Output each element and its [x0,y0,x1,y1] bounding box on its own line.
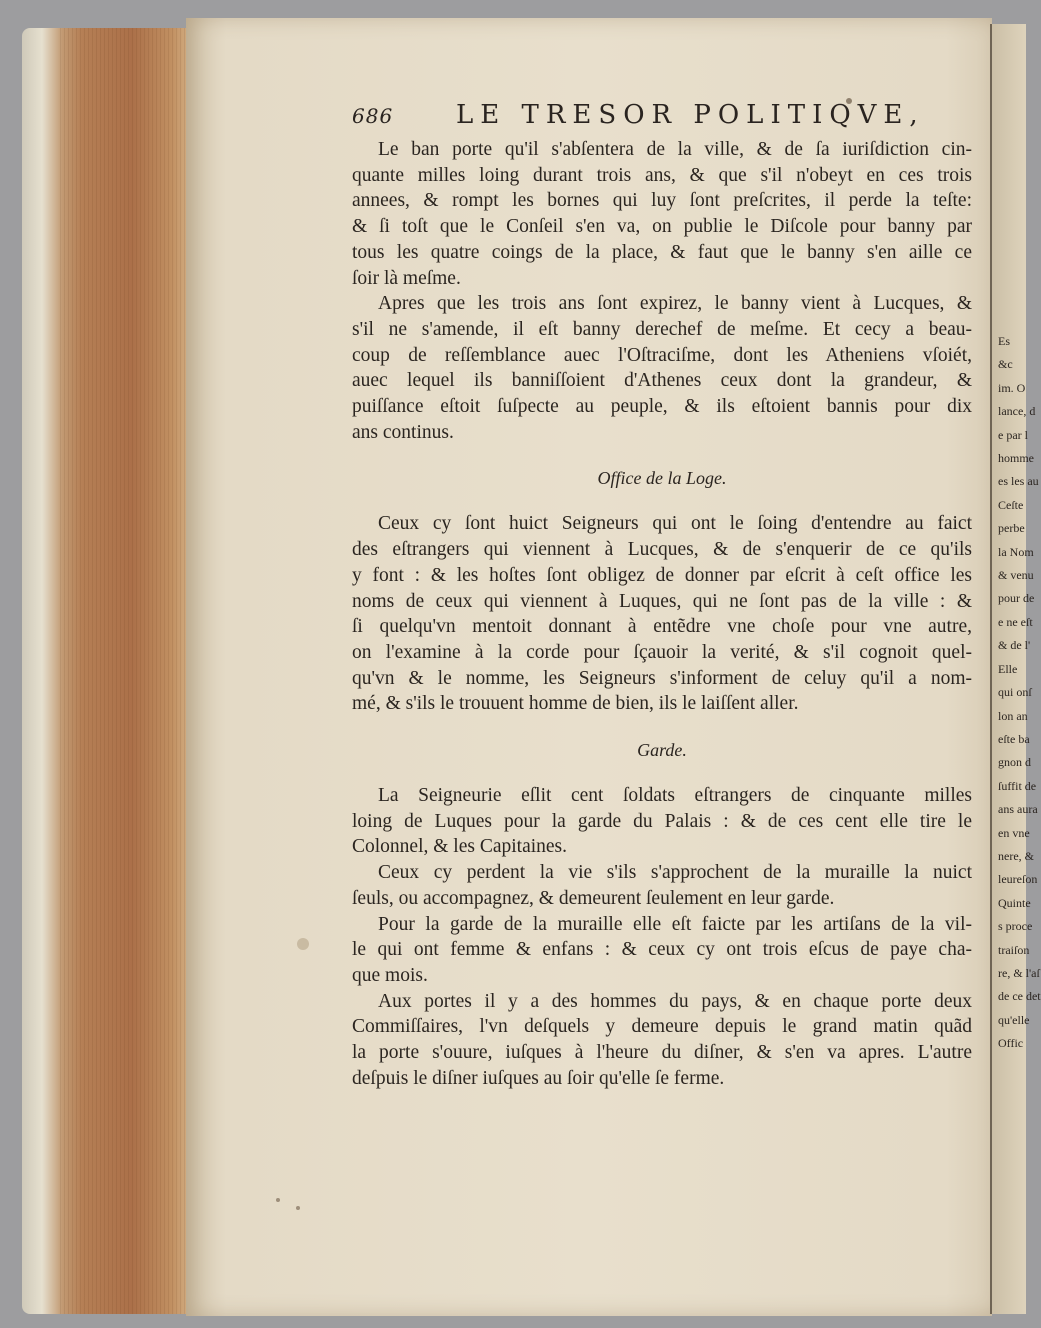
facing-page-fragments [998,330,1041,1056]
facing-page-fragment: lance, d [998,404,1036,419]
text-line: ſi quelqu'vn mentoit donnant à entẽdre vne choſe pour vne autre, [352,616,972,638]
text-line: quante milles loing durant trois ans, & que s'il n'obeyt en ces trois [352,164,972,186]
text-line: le qui ont femme & enfans : & ceux cy ont trois eſcus de paye cha- [352,939,972,961]
text-line: ſoir là meſme. [352,267,461,289]
facing-page-fragment: en vne [998,825,1030,840]
paragraph [352,511,972,717]
facing-page-fragment: ſuffit de [998,778,1037,793]
text-line: Aux portes il y a des hommes du pays, & en chaque porte deux [378,990,972,1012]
text-line: s'il ne s'amende, il eſt banny derechef de meſme. Et cecy a beau- [352,318,972,340]
facing-page-fragment: eſte ba [998,731,1030,746]
text-line: Ceux cy perdent la vie s'ils s'approchent de la muraille la nuict [378,862,972,884]
section-heading: Garde. [637,740,687,761]
text-line: Apres que les trois ans ſont expirez, le banny vient à Lucques, & [378,293,972,315]
section-heading: Office de la Loge. [597,468,727,489]
facing-page-fragment: de ce det [998,989,1041,1004]
facing-page-fragment: es les au [998,474,1039,489]
facing-page-fragment: qui onſ [998,685,1032,700]
facing-page-fragment: ans aura [998,802,1038,817]
text-line: ans continus. [352,421,454,443]
foxing-spot [297,938,309,950]
running-title: LE TRESOR POLITIQVE, [456,100,925,130]
facing-page-fragment: lon an [998,708,1028,723]
text-line: tous les quatre coings de la place, & faut que le banny s'en aille ce [352,241,972,263]
facing-page-fragment: Es [998,334,1010,348]
facing-page-fragment: leureſon [998,872,1038,887]
text-line: mé, & s'ils le trouuent homme de bien, ils le laiſſent aller. [352,693,799,715]
facing-page-fragment: Quinte [998,895,1031,910]
text-line: Le ban porte qu'il s'abſentera de la ville, & de ſa iuriſdiction cin- [378,139,972,160]
fore-edge-lines [60,28,190,1314]
facing-page-fragment: homme [998,451,1034,466]
facing-page-fragment: Offic [998,1036,1024,1051]
facing-page-fragment: la Nom [998,544,1034,559]
facing-page-fragment: & venu [998,568,1034,583]
text-line: y font : & les hoſtes ſont obligez de donner par eſcrit à ceſt office les [352,564,972,586]
ink-spot [276,1198,280,1202]
paragraph [352,291,972,445]
text-line: & ſi toſt que le Conſeil s'en va, on publie le Diſcole pour banny par [352,216,972,238]
facing-page-fragment: pour de [998,591,1035,606]
paragraph [352,860,972,911]
facing-page-fragment: Elle [998,661,1018,676]
page-number: 686 [352,104,394,128]
text-line: annees, & rompt les bornes qui luy ſont preſcrites, il perde la teſte: [352,190,972,212]
text-line: coup de reſſemblance auec l'Oſtraciſme, dont les Atheniens vſoiét, [352,344,972,366]
facing-page-fragment: Ceſte [998,497,1024,512]
facing-page-fragment: & de l' [998,638,1031,653]
text-line: puiſſance eſtoit ſuſpecte au peuple, & ils eſtoient bannis pour dix [352,396,972,418]
facing-page-fragment: traiſon [998,942,1030,957]
facing-page-edge [990,24,1041,1314]
paragraph [352,989,972,1092]
text-line: loing de Luques pour la garde du Palais : & de ces cent elle tire le [352,810,972,832]
body-text [352,137,972,1092]
facing-page-fragment: gnon d [998,755,1031,770]
facing-page-fragment: im. O [998,380,1026,395]
paragraph [352,137,972,291]
text-line: Ceux cy ſont huict Seigneurs qui ont le ſoing d'entendre au faict [378,513,972,535]
text-line: deſpuis le diſner iuſques au ſoir qu'elle ſe ferme. [352,1067,725,1089]
facing-page-fragment: &c [998,357,1013,372]
facing-page-fragment: perbe [998,521,1025,536]
facing-page-fragment: re, & l'aſ [998,965,1040,980]
paragraph [352,783,972,860]
facing-page-fragment: s proce [998,919,1033,934]
text-line: on l'examine à la corde pour ſçauoir la verité, & s'il cognoit quel- [352,641,972,663]
text-line: ſeuls, ou accompagnez, & demeurent ſeulement en leur garde. [352,887,835,909]
text-line: noms de ceux qui viennent à Luques, qui ne ſont pas de la ville : & [352,590,972,612]
facing-page-fragment: nere, & [998,848,1034,863]
text-line: que mois. [352,964,428,986]
text-line: Pour la garde de la muraille elle eſt faicte par les artiſans de la vil- [378,913,972,935]
facing-page-fragment: e ne eſt [998,614,1033,629]
facing-page-fragment: qu'elle [998,1012,1030,1027]
text-line: auec lequel ils banniſſoient d'Athenes ceux dont la grandeur, & [352,370,972,392]
paragraph [352,912,972,989]
ink-spot [296,1206,300,1210]
text-line: Commiſſaires, l'vn deſquels y demeure depuis le grand matin quãd [352,1016,972,1038]
text-line: qu'vn & le nomme, les Seigneurs s'informent de celuy qu'il a nom- [352,667,972,689]
text-line: Colonnel, & les Capitaines. [352,836,568,858]
facing-page-fragment: e par l [998,427,1028,442]
text-line: des eſtrangers qui viennent à Lucques, & de s'enquerir de ce qu'ils [352,539,972,561]
text-line: la porte s'ouure, iuſques à l'heure du diſner, & s'en va apres. L'autre [352,1042,972,1064]
text-line: La Seigneurie eſlit cent ſoldats eſtrangers de cinquante milles [378,785,972,807]
